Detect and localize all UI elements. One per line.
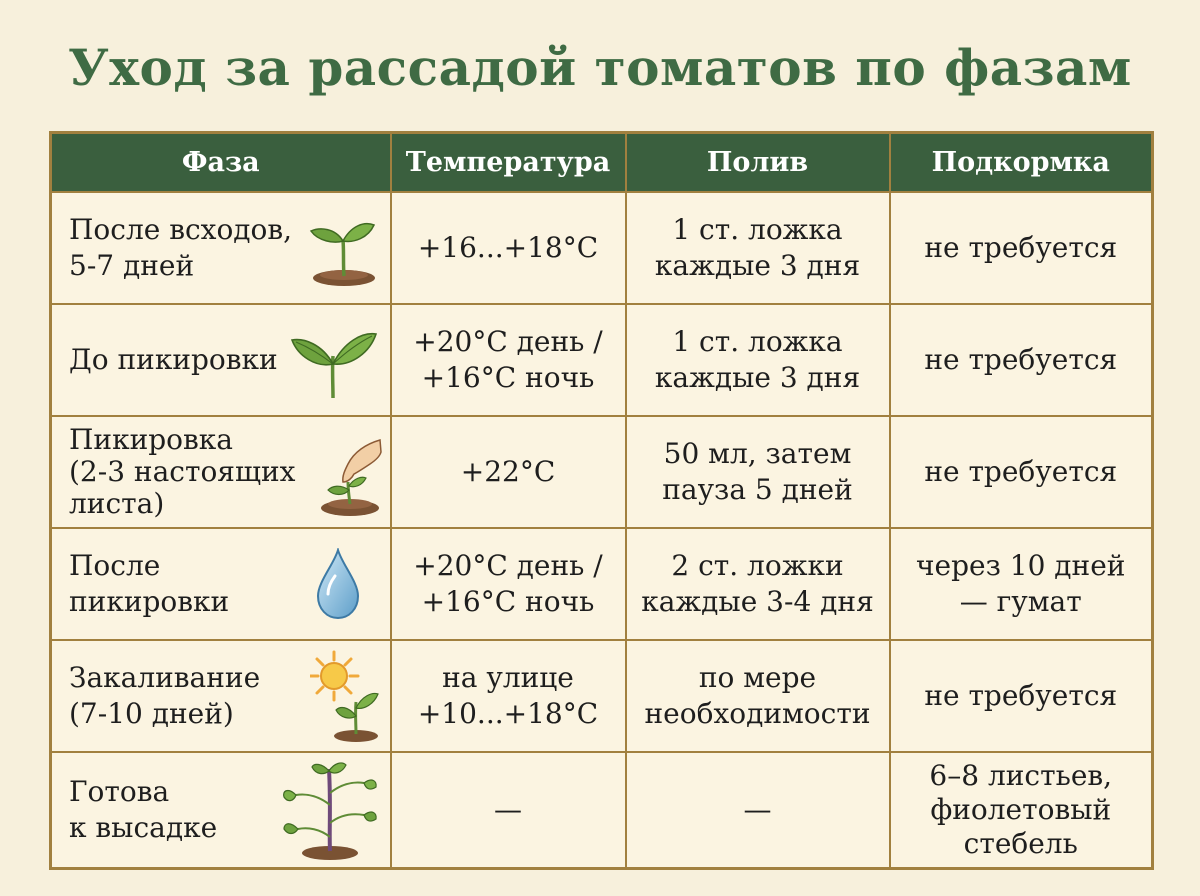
feeding-cell <box>890 528 1153 640</box>
cell-line: +16°C ночь <box>421 361 595 394</box>
temperature-cell <box>391 416 626 528</box>
phase-line: (2-3 настоящих <box>69 455 296 488</box>
cell-line: по мере <box>698 661 817 694</box>
cell-line: — <box>494 793 522 826</box>
sprout-icon <box>306 208 378 288</box>
phase-text <box>69 424 295 520</box>
feeding-cell <box>890 304 1153 416</box>
table-row <box>51 192 1153 304</box>
watering-cell <box>626 304 890 416</box>
sun-and-seedling-icon <box>310 648 380 744</box>
cell-line: необходимости <box>644 697 871 730</box>
phase-text <box>69 212 292 284</box>
table-row <box>51 416 1153 528</box>
temperature-cell <box>391 640 626 752</box>
cell-line: 1 ст. ложка <box>672 325 843 358</box>
seedling-leaves-icon <box>290 320 378 400</box>
cell-line: +16...+18°C <box>417 231 599 264</box>
watering-cell <box>626 192 890 304</box>
cell-line: каждые 3 дня <box>654 361 861 394</box>
watering-cell <box>626 640 890 752</box>
header-watering: Полив <box>626 133 890 193</box>
phase-line: До пикировки <box>69 343 278 376</box>
table-row <box>51 640 1153 752</box>
cell-line: каждые 3 дня <box>654 249 861 282</box>
temperature-cell <box>391 304 626 416</box>
cell-line: +16°C ночь <box>421 585 595 618</box>
phase-line: После <box>69 549 161 582</box>
table-row <box>51 304 1153 416</box>
phase-text <box>69 660 260 732</box>
feeding-cell <box>890 752 1153 869</box>
phase-text <box>69 548 229 620</box>
phase-line: Готова <box>69 775 170 808</box>
cell-line: +22°C <box>460 455 556 488</box>
cell-line: через 10 дней <box>916 549 1126 582</box>
cell-line: не требуется <box>924 343 1118 376</box>
phase-cell <box>51 752 391 869</box>
cell-line: — <box>743 793 772 826</box>
care-table <box>49 131 1154 870</box>
phase-cell <box>51 640 391 752</box>
temperature-cell <box>391 752 626 869</box>
phase-text <box>69 774 217 846</box>
phase-line: 5-7 дней <box>69 249 195 282</box>
cell-line: каждые 3-4 дня <box>641 585 874 618</box>
phase-cell <box>51 528 391 640</box>
cell-line: не требуется <box>924 679 1118 712</box>
temperature-cell <box>391 528 626 640</box>
header-feeding: Подкормка <box>890 133 1153 193</box>
phase-line: После всходов, <box>69 213 293 246</box>
water-drop-icon <box>316 548 360 620</box>
cell-line: не требуется <box>924 455 1118 488</box>
cell-line: — гумат <box>959 585 1082 618</box>
cell-line: на улице <box>442 661 574 694</box>
feeding-cell <box>890 416 1153 528</box>
feeding-cell <box>890 192 1153 304</box>
cell-line: +10...+18°C <box>417 697 599 730</box>
cell-line: стебель <box>963 827 1078 860</box>
watering-cell <box>626 528 890 640</box>
phase-line: листа) <box>69 487 165 520</box>
cell-line: +20°C день / <box>413 549 603 582</box>
cell-line: не требуется <box>924 231 1118 264</box>
cell-line: 1 ст. ложка <box>672 213 843 246</box>
watering-cell <box>626 416 890 528</box>
header-phase: Фаза <box>51 133 391 193</box>
cell-line: +20°C день / <box>413 325 603 358</box>
watering-cell <box>626 752 890 869</box>
phase-line: к высадке <box>69 811 218 844</box>
page-title: Уход за рассадой томатов по фазам <box>68 38 1132 97</box>
cell-line: 2 ст. ложки <box>671 549 844 582</box>
phase-line: (7-10 дней) <box>69 697 234 730</box>
phase-line: пикировки <box>69 585 230 618</box>
cell-line: пауза 5 дней <box>662 473 853 506</box>
phase-cell <box>51 192 391 304</box>
phase-line: Пикировка <box>69 423 233 456</box>
feeding-cell <box>890 640 1153 752</box>
phase-text <box>69 342 278 378</box>
hand-transplant-icon <box>320 426 382 518</box>
cell-line: фиолетовый <box>930 793 1112 826</box>
table-row <box>51 528 1153 640</box>
phase-cell <box>51 304 391 416</box>
mature-seedling-icon <box>282 759 378 861</box>
header-row <box>51 133 1153 193</box>
cell-line: 6–8 листьев, <box>929 759 1113 792</box>
header-temperature: Температура <box>391 133 626 193</box>
temperature-cell <box>391 192 626 304</box>
table-row <box>51 752 1153 869</box>
phase-line: Закаливание <box>69 661 261 694</box>
phase-cell <box>51 416 391 528</box>
cell-line: 50 мл, затем <box>663 437 852 470</box>
